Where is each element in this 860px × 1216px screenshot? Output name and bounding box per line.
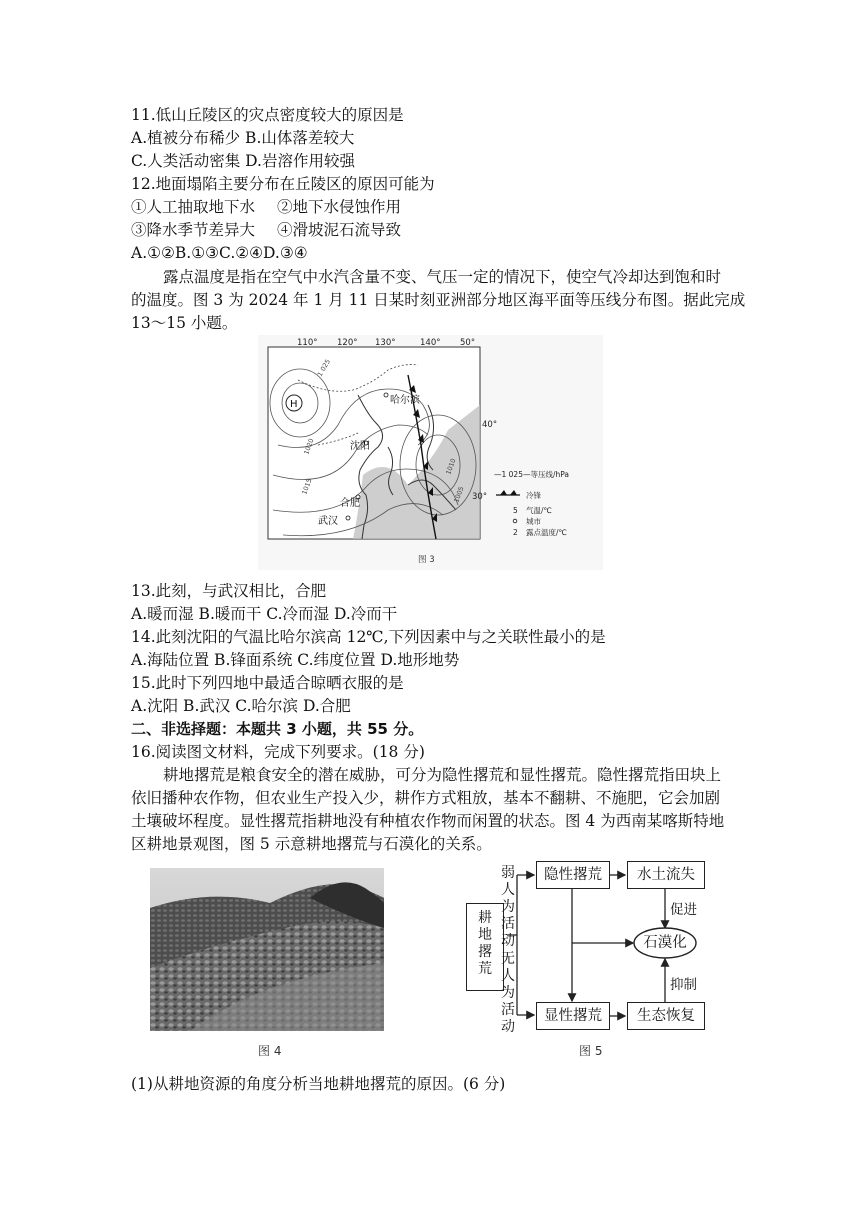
city-marker-harbin [384,393,388,397]
visible-abandonment-box: 显性撂荒 [536,1002,610,1030]
lat-label-30: 30° [472,492,488,502]
intro13-line3: 13～15 小题。 [131,314,238,332]
legend-dew-value: 2 [513,528,518,537]
q16-paragraph-line4: 区耕地景观图，图 5 示意耕地撂荒与石漠化的关系。 [131,835,492,853]
figure4-caption: 图 4 [258,1044,282,1058]
q12-stem: 12.地面塌陷主要分布在丘陵区的原因可能为 [131,175,435,193]
city-label-shenyang: 沈阳 [350,441,370,452]
q12-item-2: ②地下水侵蚀作用 [277,198,402,216]
q15-options: A.沈阳 B.武汉 C.哈尔滨 D.合肥 [131,697,351,715]
ecological-recovery-box: 生态恢复 [627,1002,705,1030]
lon-label-140: 140° [420,338,441,348]
figure5-caption: 图 5 [579,1044,603,1058]
q12-item-3: ③降水季节差异大 [131,221,256,239]
isobar-label-1005: 1005 [452,485,466,504]
q13-stem: 13.此刻，与武汉相比，合肥 [131,582,327,600]
legend-city: 城市 [526,517,541,526]
q12-item-1: ①人工抽取地下水 [131,198,256,216]
isobar-label-1025: 1 025 [315,357,333,378]
no-activity-label: 无人为活动 [501,951,515,1035]
lon-label-50: 50° [460,338,476,348]
city-label-hefei: 合肥 [340,498,360,509]
intro13-line1: 露点温度是指在空气中水汽含量不变、气压一定的情况下，使空气冷却达到饱和时 [163,268,722,286]
isobar-map-figure [258,335,603,570]
section2-heading: 二、非选择题：本题共 3 小题，共 55 分。 [131,720,424,738]
q12-options: A.①②B.①③C.②④D.③④ [131,244,308,262]
legend-isobar: —1 025—等压线/hPa [494,470,570,479]
q11-stem: 11.低山丘陵区的灾点密度较大的原因是 [131,106,404,124]
high-pressure-label: H [290,399,298,410]
q13-options: A.暖而湿 B.暖而干 C.冷而湿 D.冷而干 [131,605,398,623]
q16-paragraph-line1: 耕地撂荒是粮食安全的潜在威胁，可分为隐性撂荒和显性撂荒。隐性撂荒指田块上 [163,766,722,784]
isobar-label-1015: 1015 [300,477,314,496]
desertification-flow-diagram [450,855,735,1035]
q16-paragraph-line3: 土壤破坏程度。显性撂荒指耕地没有种植农作物而闲置的状态。图 4 为西南某喀斯特地 [131,812,725,830]
lon-label-120: 120° [337,338,358,348]
farmland-abandonment-box [466,903,504,991]
figure3-caption: 图 3 [418,555,435,565]
farmland-abandonment-label: 耕地撂荒 [478,910,492,977]
lon-label-110: 110° [297,338,318,348]
promote-label: 促进 [670,902,697,918]
q16-paragraph-line2: 依旧播种农作物，但农业生产投入少，耕作方式粗放，基本不翻耕、不施肥，它会加剧 [131,789,721,807]
weak-activity-label: 弱人为活动 [501,865,515,949]
q14-options: A.海陆位置 B.锋面系统 C.纬度位置 D.地形地势 [131,651,460,669]
city-label-harbin: 哈尔滨 [390,395,420,406]
q14-stem: 14.此刻沈阳的气温比哈尔滨高 12℃,下列因素中与之关联性最小的是 [131,628,606,646]
legend-temperature: 气温/℃ [526,506,552,515]
q12-item-4: ④滑坡泥石流导致 [277,221,402,239]
q12-items-row1 [131,196,401,218]
q15-stem: 15.此时下列四地中最适合晾晒衣服的是 [131,674,404,692]
soil-erosion-box: 水土流失 [627,861,705,889]
intro13-line2: 的温度。图 3 为 2024 年 1 月 11 日某时刻亚洲部分地区海平面等压线分布图。据此完成 [131,291,746,309]
karst-landscape-photo [150,868,384,1031]
legend-temp-value: 5 [513,506,518,515]
city-marker-wuhan [346,516,350,520]
lon-label-130: 130° [375,338,396,348]
hidden-abandonment-box: 隐性撂荒 [536,861,610,889]
desertification-label: 石漠化 [643,935,687,951]
q16-subquestion-1: (1)从耕地资源的角度分析当地耕地撂荒的原因。(6 分) [131,1075,506,1093]
q12-items-row2 [131,219,401,241]
q11-options-ab: A.植被分布稀少 B.山体落差较大 [131,129,355,147]
legend-cold-front: 冷锋 [526,491,541,500]
lat-label-40: 40° [482,420,498,430]
q16-stem: 16.阅读图文材料，完成下列要求。(18 分) [131,743,425,761]
inhibit-label: 抑制 [670,977,697,993]
legend-city-icon [513,519,517,523]
q11-options-cd: C.人类活动密集 D.岩溶作用较强 [131,152,355,170]
legend-dew-point: 露点温度/℃ [526,528,567,537]
isobar-label-1010: 1010 [444,457,458,476]
isobar-label-1020: 1020 [302,437,316,456]
city-label-wuhan: 武汉 [318,516,338,527]
